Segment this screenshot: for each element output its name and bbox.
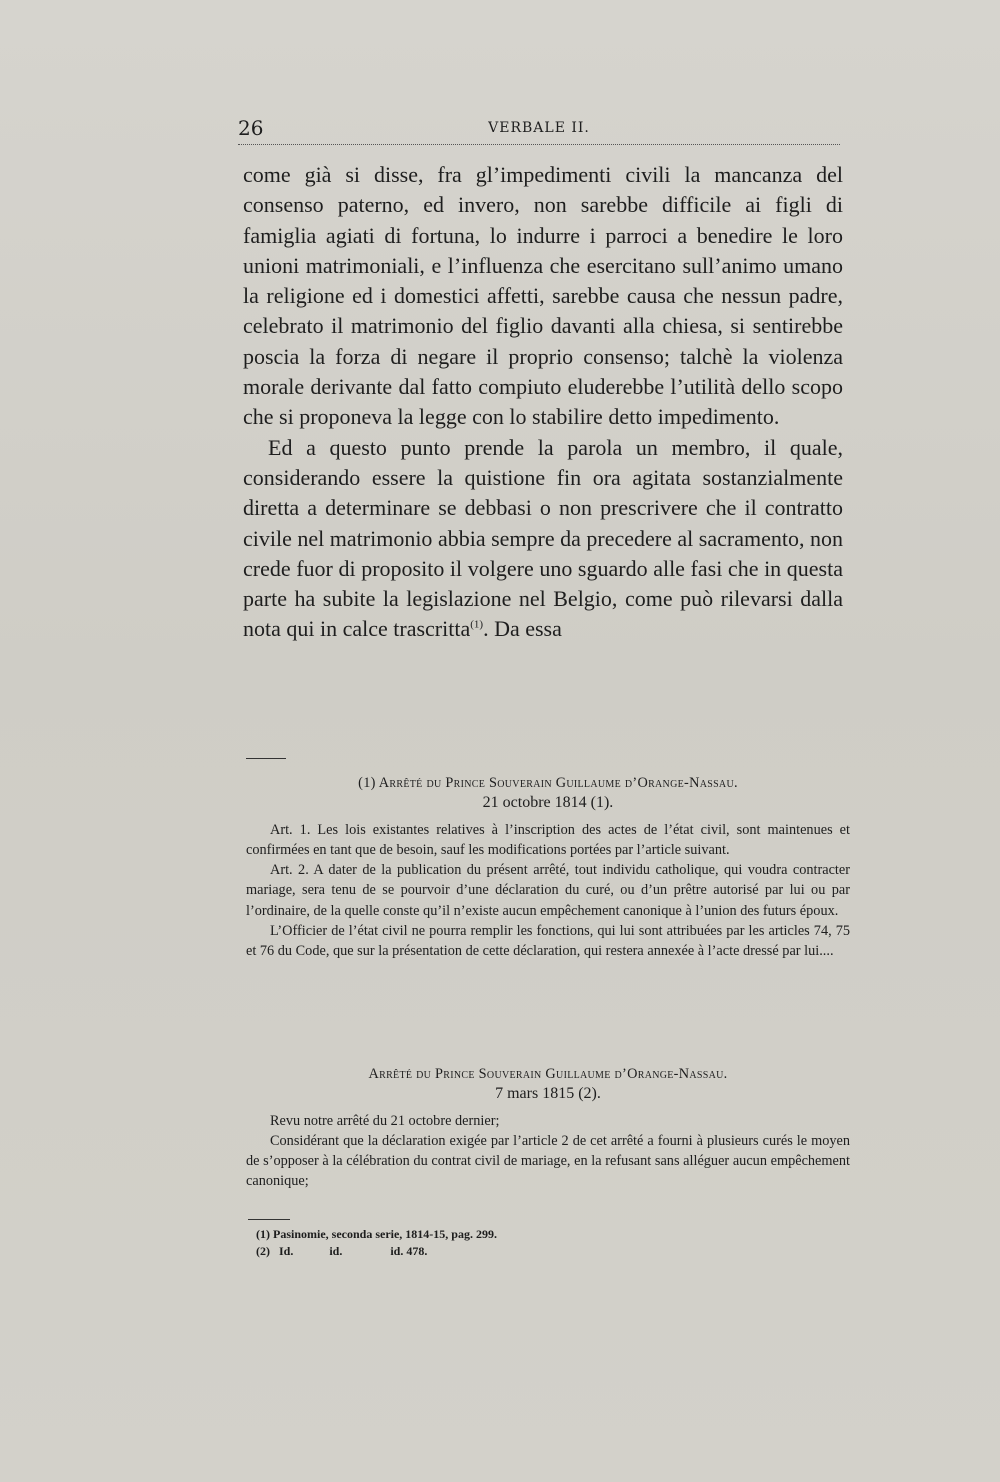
note-2 (246, 1064, 850, 1192)
footnotes (256, 1226, 676, 1260)
paragraph-2-end: . Da essa (483, 616, 562, 642)
footnote-1: (1) Pasinomie, seconda serie, 1814-15, pag. 299. (256, 1227, 497, 1241)
paragraph-2-text: Ed a questo punto prende la parola un membro, il quale, considerando essere la quistione fin ora agitata sostanzialmente diretta a determinare se debbasi o non prescrivere che il contratto civile nel matrimonio abbia sempre da precedere al sacramento, non crede fuor di proposito il volgere uno sguardo alle fasi che in questa parte ha subite la legislazione nel Belgio, come può rilevarsi dalla nota qui in calce trascritta (243, 434, 843, 642)
note-2-heading: Arrêté du Prince Souverain Guillaume d’Orange-Nassau. (368, 1066, 728, 1082)
note-1-art2: Art. 2. A dater de la publication du présent arrêté, tout individu catholique, qui voudra contracter mariage, sera tenu de se pourvoir d’une déclaration du curé, ou d’un prêtre autorisé par lui ou par l’ordinaire, de la quelle conste qu’il n’existe aucun empêchement canonique à l’union des futurs époux. (246, 862, 850, 919)
note-2-line2: Considérant que la déclaration exigée par l’article 2 de cet arrêté a fourni à plusieurs curés le moyen de s’opposer à la célébration du contrat civil de mariage, en la refusant sans alléguer aucun empêchement canonique; (246, 1132, 850, 1190)
note-1 (246, 773, 850, 962)
paragraph-2 (243, 433, 843, 645)
note-2-date: 7 mars 1815 (2). (495, 1085, 601, 1103)
page-number: 26 (238, 116, 264, 140)
note-1-art1: Art. 1. Les lois existantes relatives à l’inscription des actes de l’état civil, sont maintenues et confirmées en tant que de besoin, sauf les modifications portées par l’article suivant. (246, 821, 850, 858)
note-separator-rule (246, 758, 286, 759)
note-1-officier: L’Officier de l’état civil ne pourra remplir les fonctions, qui lui sont attribuées par les articles 74, 75 et 76 du Code, que sur la présentation de cette déclaration, qui restera annexée à l’acte dressé par lui.... (246, 923, 850, 960)
paragraph-1: come già si disse, fra gl’impedimenti civili la mancanza del consenso paterno, ed invero, non sarebbe difficile ai figli di famiglia agiati di fortuna, lo indurre i parroci a benedire le loro unioni matrimoniali, e l’influenza che esercitano sull’animo umano la religione ed i domestici affetti, sarebbe causa che nessun padre, celebrato il matrimonio del figlio davanti alla chiesa, si sentirebbe poscia la forza di negare il proprio consenso; talchè la violenza morale derivante dal fatto compiuto eluderebbe l’utilità dello scopo che si proponeva la legge con lo stabilire detto impedimento. (243, 162, 843, 430)
footnote-rule (248, 1219, 290, 1220)
note-1-date: 21 octobre 1814 (1). (482, 794, 614, 812)
main-text (243, 160, 843, 645)
page-header (238, 116, 840, 145)
footnote-ref-1: (1) (470, 619, 484, 632)
running-title: VERBALE II. (488, 120, 590, 136)
footnote-2: (2) Id. id. id. 478. (256, 1244, 428, 1258)
note-2-line1: Revu notre arrêté du 21 octobre dernier; (270, 1112, 500, 1129)
note-1-heading: (1) Arrêté du Prince Souverain Guillaume d’Orange-Nassau. (358, 775, 738, 791)
